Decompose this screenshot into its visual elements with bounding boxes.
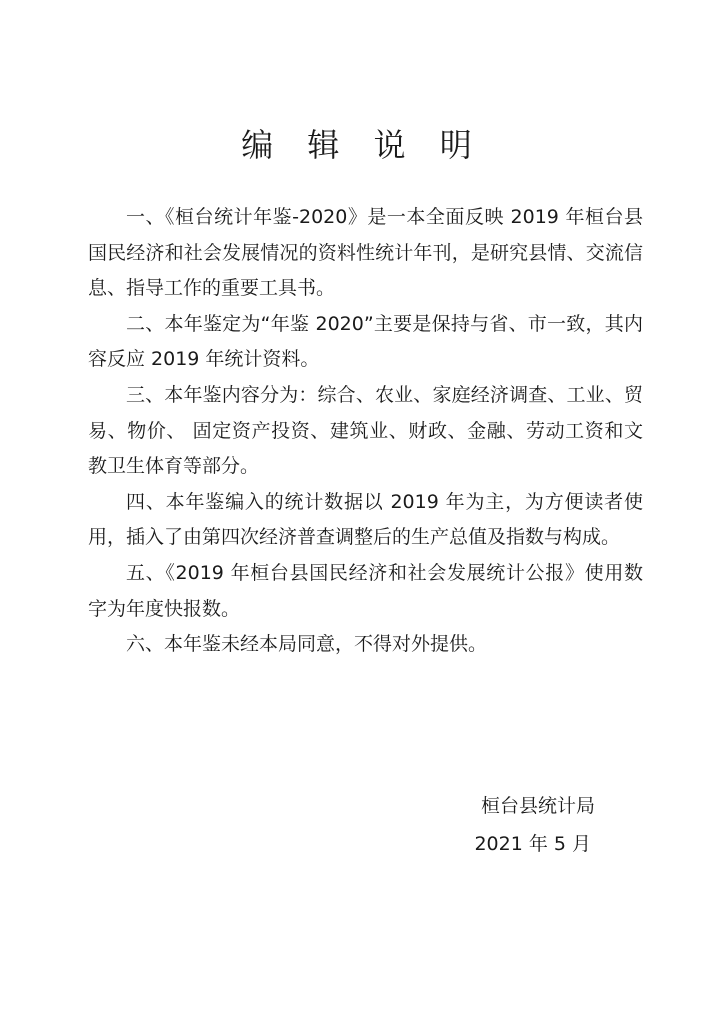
signature-block bbox=[474, 787, 595, 863]
signature-organization: 桓台县统计局 bbox=[480, 795, 595, 817]
paragraph-5: 五、《2019 年桓台县国民经济和社会发展统计公报》使用数字为年度快报数。 bbox=[88, 561, 643, 620]
paragraph-4: 四、本年鉴编入的统计数据以 2019 年为主，为方便读者使用，插入了由第四次经济普查调整后的生产总值及指数与构成。 bbox=[88, 490, 643, 549]
signature-date: 2021 年 5 月 bbox=[474, 833, 591, 855]
document-body bbox=[88, 200, 643, 663]
paragraph-1: 一、《桓台统计年鉴-2020》是一本全面反映 2019 年桓台县国民经济和社会发展情况的资料性统计年刊，是研究县情、交流信息、指导工作的重要工具书。 bbox=[88, 206, 643, 300]
page-title: 编 辑 说 明 bbox=[241, 126, 484, 164]
paragraph-2: 二、本年鉴定为“年鉴 2020”主要是保持与省、市一致，其内容反应 2019 年统计资料。 bbox=[88, 312, 643, 371]
paragraph-6: 六、本年鉴未经本局同意，不得对外提供。 bbox=[126, 633, 488, 656]
paragraph-3: 三、本年鉴内容分为：综合、农业、家庭经济调查、工业、贸易、物价、 固定资产投资、建筑业、财政、金融、劳动工资和文教卫生体育等部分。 bbox=[88, 383, 643, 478]
